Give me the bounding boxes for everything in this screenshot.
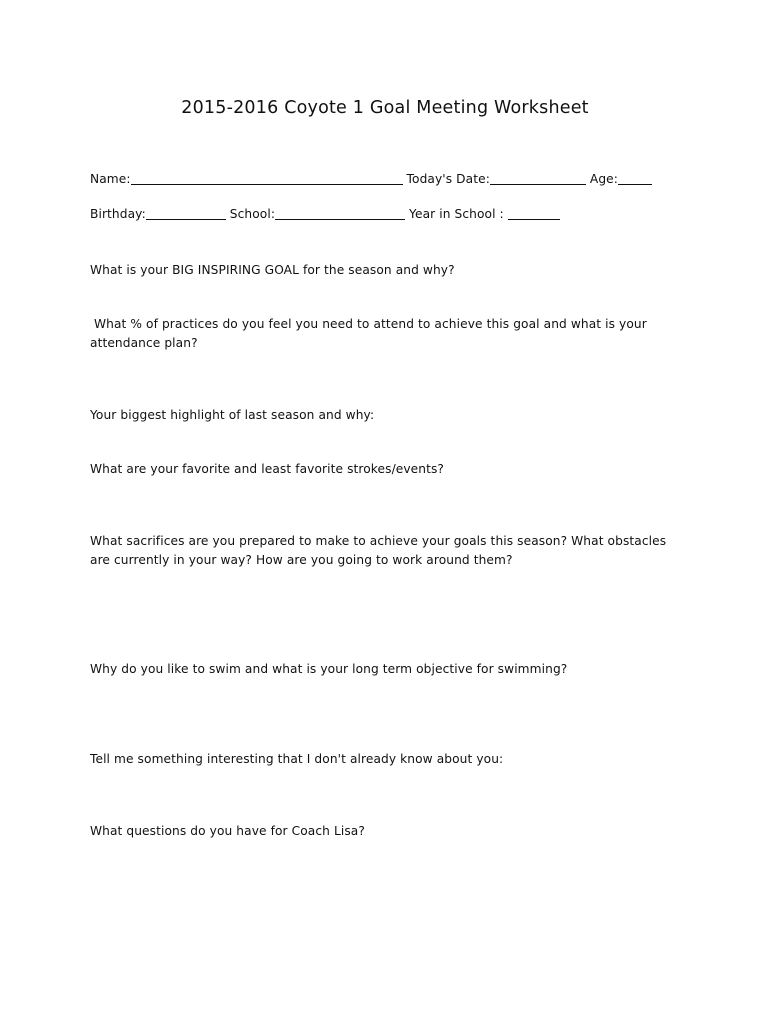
age-label: Age: bbox=[589, 172, 618, 186]
year-in-school-label: Year in School : bbox=[409, 207, 504, 221]
worksheet-title: 2015-2016 Coyote 1 Goal Meeting Worksheet bbox=[181, 98, 589, 118]
school-field[interactable] bbox=[275, 218, 405, 220]
birthday-school-year-row bbox=[90, 207, 560, 221]
question-sacrifices: What sacrifices are you prepared to make to achieve your goals this season? What obstacles are currently in your way? How are you going to work around them? bbox=[90, 534, 667, 567]
name-date-age-row bbox=[90, 172, 652, 186]
question-big-goal: What is your BIG INSPIRING GOAL for the season and why? bbox=[90, 263, 455, 277]
birthday-label: Birthday: bbox=[90, 207, 146, 221]
name-label: Name: bbox=[90, 172, 131, 186]
age-field[interactable] bbox=[618, 183, 652, 185]
question-interesting-fact: Tell me something interesting that I don't already know about you: bbox=[90, 752, 504, 766]
todays-date-label: Today's Date: bbox=[406, 172, 490, 186]
question-why-swim: Why do you like to swim and what is your long term objective for swimming? bbox=[90, 662, 568, 676]
question-highlight: Your biggest highlight of last season and why: bbox=[90, 408, 375, 422]
school-label: School: bbox=[229, 207, 276, 221]
todays-date-field[interactable] bbox=[490, 183, 586, 185]
question-strokes-events: What are your favorite and least favorite strokes/events? bbox=[90, 462, 445, 476]
question-coach-questions: What questions do you have for Coach Lisa? bbox=[90, 824, 365, 838]
question-practice-attendance: What % of practices do you feel you need to attend to achieve this goal and what is your attendance plan? bbox=[90, 317, 647, 350]
year-in-school-field[interactable] bbox=[508, 218, 560, 220]
name-field[interactable] bbox=[131, 183, 403, 185]
birthday-field[interactable] bbox=[146, 218, 226, 220]
